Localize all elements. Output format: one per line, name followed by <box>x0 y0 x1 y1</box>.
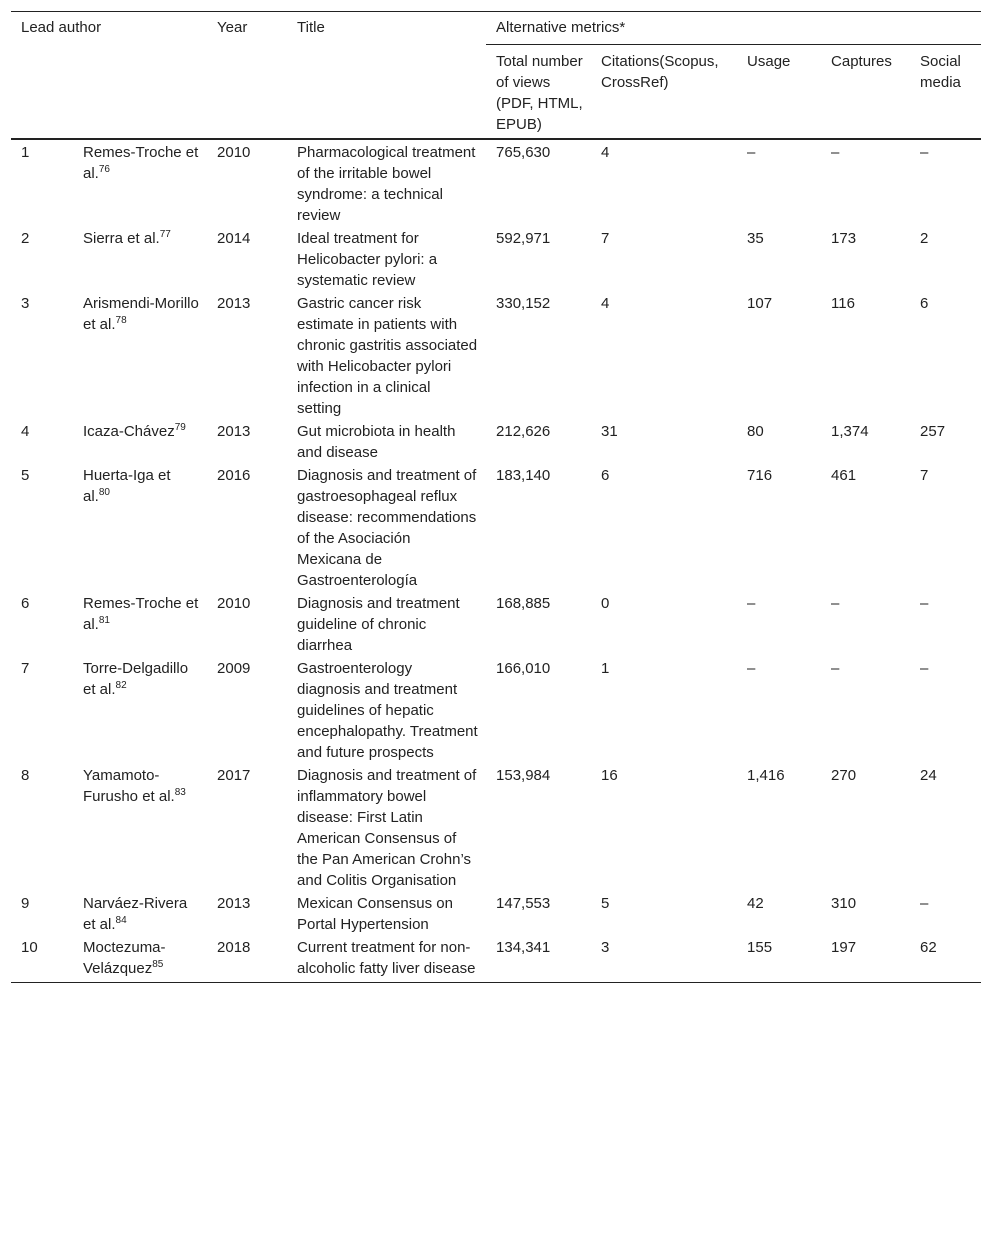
social-media-cell: – <box>920 895 929 912</box>
year-cell: 2009 <box>217 660 251 677</box>
title-cell: Diagnosis and treatment of inflammatory bowel disease: First Latin American Consensus of the Pan American Crohn’s and Colitis Organisation <box>297 767 477 889</box>
citations-cell: 1 <box>601 660 610 677</box>
metrics-table <box>11 11 981 983</box>
year-cell: 2010 <box>217 595 251 612</box>
table-row <box>11 227 981 292</box>
citations-cell: 3 <box>601 939 610 956</box>
usage-cell: 1,416 <box>747 767 785 784</box>
title-cell: Ideal treatment for Helicobacter pylori: a systematic review <box>297 230 438 289</box>
total-views-cell: 183,140 <box>496 467 551 484</box>
reference-number: 85 <box>152 959 164 970</box>
citations-cell: 7 <box>601 230 610 247</box>
table-row <box>11 764 981 892</box>
captures-cell: – <box>831 595 840 612</box>
year-cell: 2010 <box>217 144 251 161</box>
header-lead-author: Lead author <box>11 12 207 140</box>
total-views-cell: 168,885 <box>496 595 551 612</box>
social-media-cell: 24 <box>920 767 937 784</box>
header-citations: Citations(Scopus, CrossRef) <box>601 53 719 91</box>
table-row <box>11 420 981 464</box>
author-name: Moctezuma-Velázquez <box>83 939 166 977</box>
year-cell: 2017 <box>217 767 251 784</box>
citations-cell: 4 <box>601 144 610 161</box>
usage-cell: 42 <box>747 895 764 912</box>
reference-number: 78 <box>115 315 127 326</box>
year-cell: 2013 <box>217 423 251 440</box>
reference-number: 76 <box>98 164 110 175</box>
reference-number: 82 <box>115 680 127 691</box>
citations-cell: 0 <box>601 595 610 612</box>
lead-author-cell <box>73 936 207 983</box>
usage-cell: 155 <box>747 939 773 956</box>
author-name: Yamamoto-Furusho et al. <box>83 767 175 805</box>
reference-number: 80 <box>98 487 110 498</box>
captures-cell: 461 <box>831 467 857 484</box>
citations-cell: 5 <box>601 895 610 912</box>
total-views-cell: 134,341 <box>496 939 551 956</box>
rank-cell: 10 <box>21 939 38 956</box>
rank-cell: 2 <box>21 230 30 247</box>
total-views-cell: 147,553 <box>496 895 551 912</box>
total-views-cell: 153,984 <box>496 767 551 784</box>
usage-cell: – <box>747 595 756 612</box>
reference-number: 81 <box>98 615 110 626</box>
lead-author-cell <box>73 592 207 657</box>
title-cell: Diagnosis and treatment guideline of chronic diarrhea <box>297 595 460 654</box>
author-name: Narváez-Rivera et al. <box>83 895 188 933</box>
citations-cell: 6 <box>601 467 610 484</box>
author-name: Sierra et al. <box>83 230 160 247</box>
social-media-cell: 2 <box>920 230 929 247</box>
title-cell: Gastroenterology diagnosis and treatment guidelines of hepatic encephalopathy. Treatment and future prospects <box>297 660 478 761</box>
header-total-views: Total number of views (PDF, HTML, EPUB) <box>496 53 583 133</box>
lead-author-cell <box>73 227 207 292</box>
table-row <box>11 657 981 764</box>
social-media-cell: – <box>920 144 929 161</box>
social-media-cell: 7 <box>920 467 929 484</box>
lead-author-cell <box>73 764 207 892</box>
reference-number: 79 <box>174 422 186 433</box>
captures-cell: – <box>831 660 840 677</box>
lead-author-cell <box>73 420 207 464</box>
author-name: Torre-Delgadillo et al. <box>83 660 189 698</box>
citations-cell: 31 <box>601 423 618 440</box>
author-name: Huerta-Iga et al. <box>83 467 171 505</box>
usage-cell: 35 <box>747 230 764 247</box>
table-body <box>11 139 981 983</box>
citations-cell: 4 <box>601 295 610 312</box>
usage-cell: – <box>747 660 756 677</box>
rank-cell: 9 <box>21 895 30 912</box>
author-name: Arismendi-Morillo et al. <box>83 295 199 333</box>
header-title: Title <box>287 12 486 140</box>
title-cell: Gastric cancer risk estimate in patients with chronic gastritis associated with Helicobacter pylori infection in a clinical setting <box>297 295 478 417</box>
lead-author-cell <box>73 892 207 936</box>
title-cell: Diagnosis and treatment of gastroesophageal reflux disease: recommendations of the Asociación Mexicana de Gastroenterología <box>297 467 477 589</box>
title-cell: Pharmacological treatment of the irritable bowel syndrome: a technical review <box>297 144 476 224</box>
captures-cell: 310 <box>831 895 857 912</box>
author-name: Remes-Troche et al. <box>83 595 199 633</box>
author-name: Remes-Troche et al. <box>83 144 199 182</box>
social-media-cell: 257 <box>920 423 946 440</box>
rank-cell: 7 <box>21 660 30 677</box>
year-cell: 2014 <box>217 230 251 247</box>
rank-cell: 3 <box>21 295 30 312</box>
reference-number: 83 <box>174 787 186 798</box>
table-row <box>11 936 981 983</box>
year-cell: 2018 <box>217 939 251 956</box>
social-media-cell: 62 <box>920 939 937 956</box>
captures-cell: 197 <box>831 939 857 956</box>
header-alternative-metrics: Alternative metrics* <box>486 12 981 45</box>
year-cell: 2013 <box>217 295 251 312</box>
lead-author-cell <box>73 139 207 227</box>
captures-cell: 1,374 <box>831 423 869 440</box>
captures-cell: – <box>831 144 840 161</box>
usage-cell: 716 <box>747 467 773 484</box>
table-row <box>11 592 981 657</box>
captures-cell: 116 <box>831 295 855 312</box>
title-cell: Gut microbiota in health and disease <box>297 423 456 461</box>
lead-author-cell <box>73 292 207 420</box>
citations-cell: 16 <box>601 767 618 784</box>
usage-cell: 80 <box>747 423 764 440</box>
header-usage: Usage <box>747 53 791 70</box>
rank-cell: 1 <box>21 144 30 161</box>
lead-author-cell <box>73 464 207 592</box>
year-cell: 2013 <box>217 895 251 912</box>
usage-cell: – <box>747 144 756 161</box>
captures-cell: 173 <box>831 230 857 247</box>
rank-cell: 4 <box>21 423 30 440</box>
total-views-cell: 592,971 <box>496 230 551 247</box>
social-media-cell: 6 <box>920 295 929 312</box>
header-captures: Captures <box>831 53 892 70</box>
rank-cell: 5 <box>21 467 30 484</box>
total-views-cell: 765,630 <box>496 144 551 161</box>
rank-cell: 8 <box>21 767 30 784</box>
lead-author-cell <box>73 657 207 764</box>
total-views-cell: 166,010 <box>496 660 551 677</box>
table-row <box>11 292 981 420</box>
total-views-cell: 212,626 <box>496 423 551 440</box>
header-year: Year <box>207 12 287 140</box>
table-row <box>11 464 981 592</box>
header-row <box>11 12 981 45</box>
reference-number: 77 <box>159 229 171 240</box>
author-name: Icaza-Chávez <box>83 423 175 440</box>
year-cell: 2016 <box>217 467 251 484</box>
social-media-cell: – <box>920 595 929 612</box>
usage-cell: 107 <box>747 295 773 312</box>
total-views-cell: 330,152 <box>496 295 551 312</box>
captures-cell: 270 <box>831 767 857 784</box>
table-row <box>11 139 981 227</box>
social-media-cell: – <box>920 660 929 677</box>
table-row <box>11 892 981 936</box>
rank-cell: 6 <box>21 595 30 612</box>
reference-number: 84 <box>115 915 127 926</box>
title-cell: Mexican Consensus on Portal Hypertension <box>297 895 453 933</box>
title-cell: Current treatment for non-alcoholic fatty liver disease <box>297 939 476 977</box>
header-social-media: Social media <box>920 53 961 91</box>
